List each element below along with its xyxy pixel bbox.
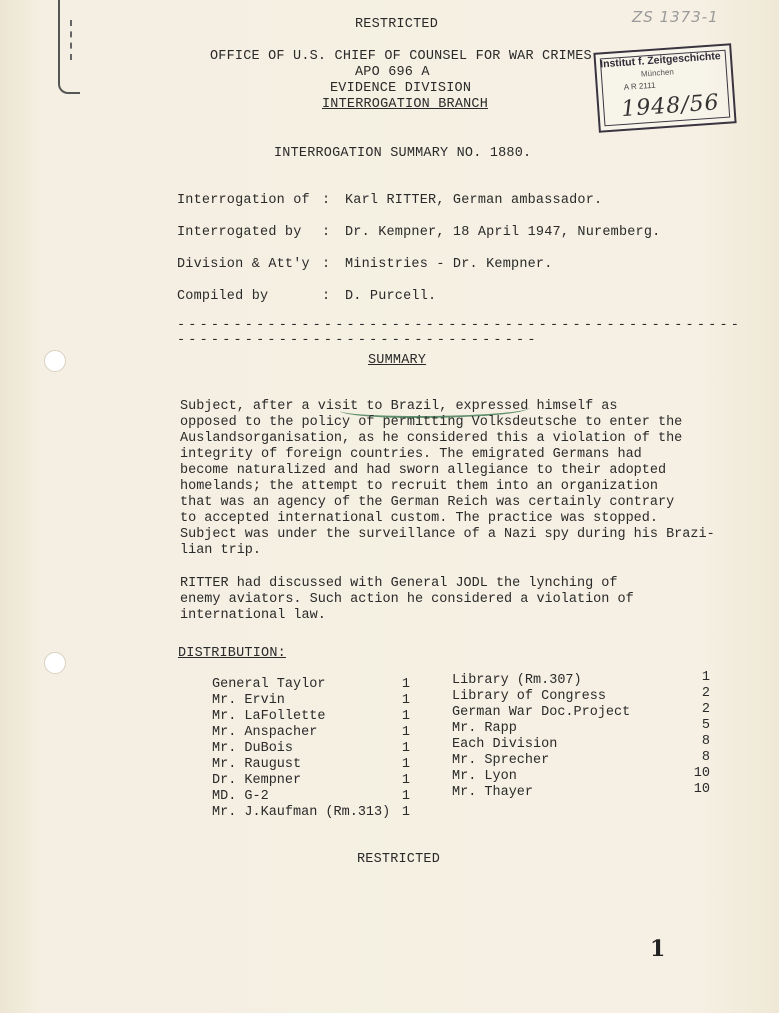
distribution-count: 8	[701, 750, 710, 765]
stamp-city-line: München	[640, 67, 675, 79]
distribution-name: Dr. Kempner	[212, 773, 302, 788]
distribution-name: Library of Congress	[452, 689, 606, 704]
paragraph-line: become naturalized and had sworn allegiance to their adopted	[180, 463, 667, 478]
distribution-name: Library (Rm.307)	[452, 673, 582, 688]
distribution-name: MD. G-2	[212, 789, 269, 804]
distribution-name: Each Division	[452, 737, 558, 752]
distribution-count: 10	[693, 782, 710, 797]
paragraph-line: opposed to the policy of permitting Volksdeutsche to enter the	[180, 415, 683, 430]
paragraph-line: enemy aviators. Such action he considered a violation of	[180, 592, 634, 607]
paragraph-line: RITTER had discussed with General JODL the lynching of	[180, 576, 618, 591]
apo-line: APO 696 A	[355, 65, 430, 80]
distribution-count: 1	[401, 789, 410, 804]
field-value: D. Purcell.	[345, 289, 437, 304]
field-value: Ministries - Dr. Kempner.	[345, 257, 553, 272]
distribution-count: 1	[401, 725, 410, 740]
division-line: EVIDENCE DIVISION	[330, 81, 472, 96]
stamp-ar-line: A R 2111	[623, 80, 656, 92]
dashed-separator: ----------------------------------------------------------------------------------	[177, 318, 743, 348]
summary-paragraph-2	[180, 576, 634, 624]
paragraph-line: Auslandsorganisation, as he considered this a violation of the	[180, 431, 683, 446]
distribution-count: 1	[401, 757, 410, 772]
distribution-count: 2	[701, 702, 710, 717]
field-separator: :	[322, 257, 331, 272]
page-number: 1	[650, 936, 666, 962]
classification-top: RESTRICTED	[355, 17, 439, 32]
distribution-name: Mr. J.Kaufman (Rm.313)	[212, 805, 391, 820]
field-label: Compiled by	[177, 289, 269, 304]
distribution-name: General Taylor	[212, 677, 326, 692]
staple-mark	[70, 20, 76, 60]
distribution-name: Mr. Ervin	[212, 693, 285, 708]
stamp-handwritten-number: 1948/56	[620, 90, 721, 123]
field-value: Dr. Kempner, 18 April 1947, Nuremberg.	[345, 225, 661, 240]
distribution-name: Mr. Sprecher	[452, 753, 550, 768]
distribution-count: 1	[701, 670, 710, 685]
field-separator: :	[322, 225, 331, 240]
distribution-name: Mr. Thayer	[452, 785, 534, 800]
classification-bottom: RESTRICTED	[357, 852, 441, 867]
distribution-count: 1	[401, 773, 410, 788]
field-value: Karl RITTER, German ambassador.	[345, 193, 603, 208]
punch-hole-lower	[44, 652, 66, 674]
distribution-count: 1	[401, 805, 410, 820]
summary-heading: SUMMARY	[368, 353, 427, 368]
distribution-name: Mr. Rapp	[452, 721, 517, 736]
distribution-count: 1	[401, 709, 410, 724]
distribution-count: 1	[401, 741, 410, 756]
paragraph-line: homelands; the attempt to recruit them into an organization	[180, 479, 658, 494]
paragraph-line: lian trip.	[180, 543, 262, 558]
paragraph-line: Subject, after a visit to Brazil, expressed himself as	[180, 399, 618, 414]
distribution-name: Mr. Anspacher	[212, 725, 318, 740]
distribution-name: Mr. Raugust	[212, 757, 302, 772]
summary-title: INTERROGATION SUMMARY NO. 1880.	[274, 146, 532, 161]
field-label: Interrogated by	[177, 225, 302, 240]
stamp-institute-line: Institut f. Zeitgeschichte	[599, 50, 722, 71]
branch-line: INTERROGATION BRANCH	[322, 97, 489, 112]
paper-clip-mark	[58, 0, 80, 94]
paragraph-line: to accepted international custom. The practice was stopped.	[180, 511, 658, 526]
paragraph-line: Subject was under the surveillance of a Nazi spy during his Brazi-	[180, 527, 715, 542]
paragraph-line: international law.	[180, 608, 326, 623]
distribution-name: Mr. DuBois	[212, 741, 294, 756]
distribution-name: Mr. Lyon	[452, 769, 517, 784]
field-separator: :	[322, 193, 331, 208]
distribution-count: 5	[701, 718, 710, 733]
distribution-count: 2	[701, 686, 710, 701]
paragraph-line: that was an agency of the German Reich was certainly contrary	[180, 495, 675, 510]
archive-reference-number: ZS 1373-1	[632, 8, 719, 26]
office-line: OFFICE OF U.S. CHIEF OF COUNSEL FOR WAR CRIMES	[210, 49, 592, 64]
archive-stamp	[593, 43, 736, 132]
distribution-name: Mr. LaFollette	[212, 709, 326, 724]
distribution-count: 8	[701, 734, 710, 749]
distribution-count: 1	[401, 677, 410, 692]
distribution-count: 1	[401, 693, 410, 708]
field-label: Division & Att'y	[177, 257, 310, 272]
distribution-heading: DISTRIBUTION:	[178, 646, 286, 661]
summary-paragraph-1	[180, 399, 715, 559]
paragraph-line: integrity of foreign countries. The emigrated Germans had	[180, 447, 642, 462]
field-separator: :	[322, 289, 331, 304]
distribution-count: 10	[693, 766, 710, 781]
distribution-name: German War Doc.Project	[452, 705, 631, 720]
punch-hole-upper	[44, 350, 66, 372]
field-label: Interrogation of	[177, 193, 310, 208]
